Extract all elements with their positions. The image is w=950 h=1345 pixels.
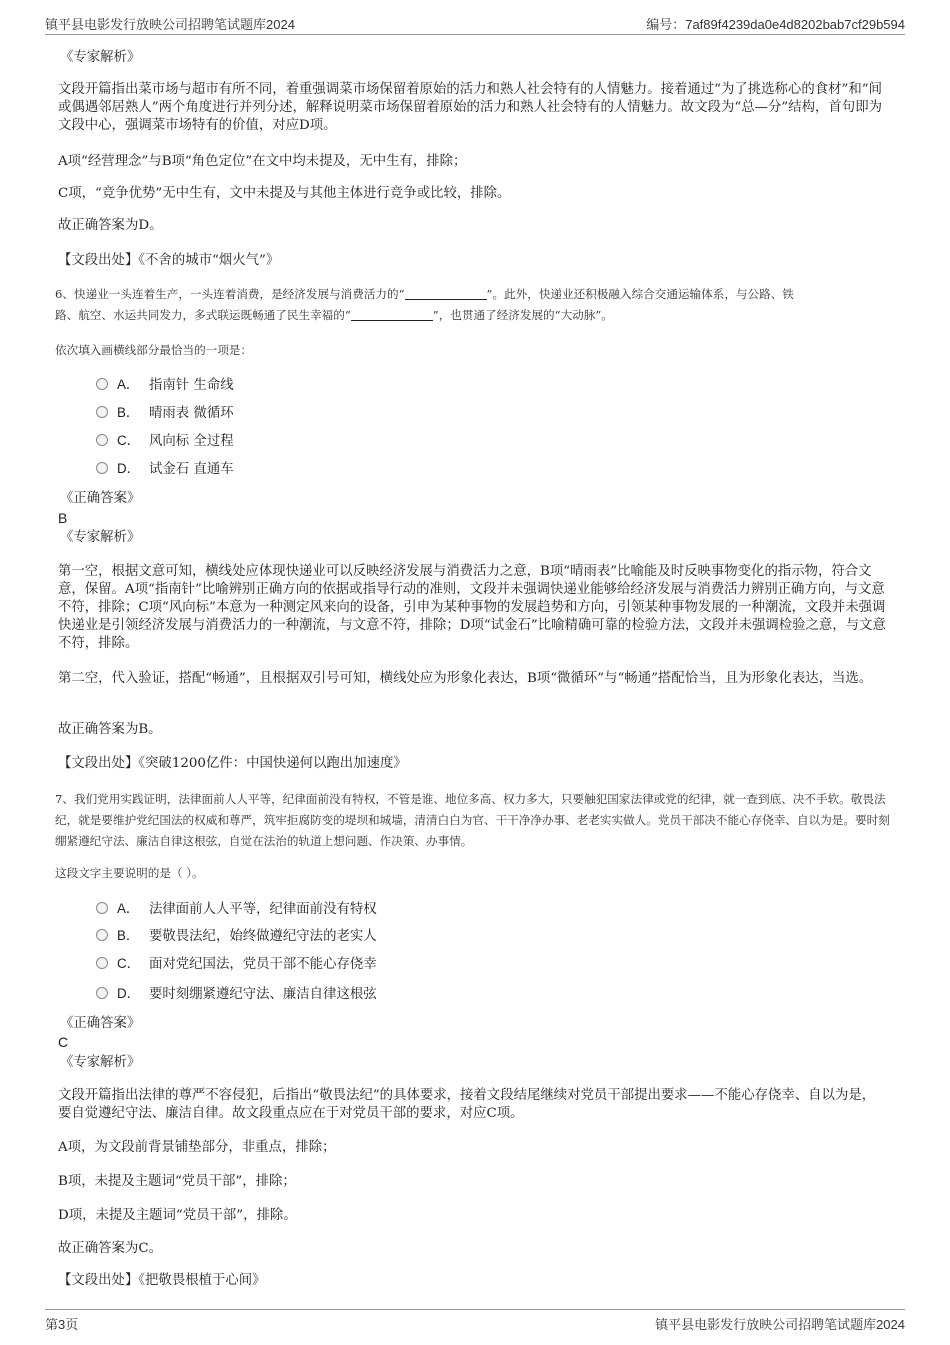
q6-blank-1 xyxy=(405,287,487,300)
q7-option-b[interactable] xyxy=(96,927,377,946)
header-title: 镇平县电影发行放映公司招聘笔试题库2024 xyxy=(45,17,295,32)
q7-option-a-letter: A． xyxy=(117,901,140,916)
page-footer xyxy=(45,1309,905,1332)
q7-option-c[interactable] xyxy=(96,955,377,974)
q6-prompt: 依次填入画横线部分最恰当的一项是： xyxy=(55,343,253,357)
q6-option-d[interactable] xyxy=(96,460,234,479)
q6-blank-2 xyxy=(351,308,433,321)
q7-option-c-letter: C． xyxy=(117,956,141,971)
q7-analysis-p1: 文段开篇指出法律的尊严不容侵犯，后指出“敬畏法纪”的具体要求，接着文段结尾继续对党员干部提出要求——不能心存侥幸、自以为是，要自觉遵纪守法、廉洁自律。故文段重点应在于对党员干部的要求，对应C项。 xyxy=(58,1088,876,1121)
q6-stem-part4: ”，也贯通了经济发展的“大动脉”。 xyxy=(432,308,613,322)
q6-option-a-letter: A． xyxy=(117,377,140,392)
q6-option-c[interactable] xyxy=(96,432,234,451)
q5-analysis-p1: 文段开篇指出菜市场与超市有所不同，着重强调菜市场保留着原始的活力和熟人社会特有的人情魅力。接着通过“为了挑选称心的食材”和“间或偶遇邻居熟人”两个角度进行并列分述，解释说明菜市场保留着原始的活力和熟人社会特有的人情魅力。故文段为“总—分”结构，首句即为文段中心，强调菜市场特有的价值，对应D项。 xyxy=(58,82,882,133)
page-header xyxy=(45,12,905,35)
q7-answer-label: 《正确答案》 xyxy=(60,1016,141,1031)
q5-analysis-p4: 故正确答案为D。 xyxy=(58,218,163,233)
q7-option-d-text: 要时刻绷紧遵纪守法、廉洁自律这根弦 xyxy=(149,987,377,1002)
q6-expert-label: 《专家解析》 xyxy=(60,530,141,545)
q5-expert-label: 《专家解析》 xyxy=(60,50,141,65)
q6-option-c-text: 风向标 全过程 xyxy=(149,434,234,449)
page-number: 第3页 xyxy=(45,1317,79,1332)
q5-source: 【文段出处】《不舍的城市“烟火气”》 xyxy=(58,253,280,268)
q5-analysis-p3: C项，“竞争优势”无中生有，文中未提及与其他主体进行竞争或比较，排除。 xyxy=(58,186,511,201)
q6-option-a-text: 指南针 生命线 xyxy=(149,378,234,393)
q6-option-d-letter: D． xyxy=(117,461,141,476)
radio-icon[interactable] xyxy=(96,902,108,914)
radio-icon[interactable] xyxy=(96,957,108,969)
q6-stem-part2: ”。此外，快递业还积极融入综合交通运输体系，与公路、铁 xyxy=(486,287,794,301)
q7-option-b-letter: B． xyxy=(117,928,140,943)
q6-stem-part3: 路、航空、水运共同发力，多式联运既畅通了民生幸福的“ xyxy=(55,308,351,322)
q7-option-d-letter: D． xyxy=(117,986,141,1001)
radio-icon[interactable] xyxy=(96,378,108,390)
q7-answer: C xyxy=(58,1034,69,1050)
q6-analysis-p1: 第一空，根据文意可知，横线处应体现快递业可以反映经济发展与消费活力之意，B项“晴雨表”比喻能及时反映事物变化的指示物，符合文意，保留。A项“指南针”比喻辨别正确方向的依据或指导行动的准则，文段并未强调快递业能够给经济发展与消费活力辨别正确方向，与文意不符，排除；C项“风向标”本意为一种测定风来向的设备，引申为某种事物的发展趋势和方向，引领某种事物发展的一种潮流，文段并未强调快递业是引领经济发展与消费活力的一种潮流，与文意不符，排除；D项“试金石”比喻精确可靠的检验方法，文段并未强调检验之意，与文意不符，排除。 xyxy=(58,564,886,651)
q6-source: 【文段出处】《突破1200亿件：中国快递何以跑出加速度》 xyxy=(58,756,407,771)
radio-icon[interactable] xyxy=(96,406,108,418)
q7-stem: 7、我们党用实践证明，法律面前人人平等，纪律面前没有特权，不管是谁、地位多高、权力多大，只要触犯国家法律或党的纪律，就一查到底、决不手软。敬畏法纪，就是要维护党纪国法的权威和尊严，筑牢拒腐防变的堤坝和城墙，清清白白为官、干干净净办事、老老实实做人。党员干部决不能心存侥幸、自以为是。要时刻绷紧遵纪守法、廉洁自律这根弦，自觉在法治的轨道上想问题、作决策、办事情。 xyxy=(55,792,890,848)
q5-analysis-p2: A项“经营理念”与B项“角色定位”在文中均未提及，无中生有，排除； xyxy=(58,154,467,169)
q6-analysis-p3: 故正确答案为B。 xyxy=(58,722,162,737)
q7-prompt: 这段文字主要说明的是（ ）。 xyxy=(55,866,204,880)
q7-option-c-text: 面对党纪国法，党员干部不能心存侥幸 xyxy=(149,957,377,972)
q6-stem xyxy=(55,284,900,326)
q7-option-a[interactable] xyxy=(96,900,377,919)
q7-source: 【文段出处】《把敬畏根植于心间》 xyxy=(58,1273,266,1288)
q6-option-d-text: 试金石 直通车 xyxy=(149,462,234,477)
radio-icon[interactable] xyxy=(96,929,108,941)
q6-answer-label: 《正确答案》 xyxy=(60,491,141,506)
q7-analysis-p4: D项，未提及主题词“党员干部”，排除。 xyxy=(58,1208,297,1223)
radio-icon[interactable] xyxy=(96,434,108,446)
q7-option-d[interactable] xyxy=(96,985,377,1004)
footer-title: 镇平县电影发行放映公司招聘笔试题库2024 xyxy=(655,1317,905,1332)
q6-option-a[interactable] xyxy=(96,376,234,395)
q6-answer: B xyxy=(58,510,68,526)
radio-icon[interactable] xyxy=(96,987,108,999)
q6-option-c-letter: C． xyxy=(117,433,141,448)
q6-option-b[interactable] xyxy=(96,404,234,423)
q7-analysis-p2: A项，为文段前背景铺垫部分，非重点，排除； xyxy=(58,1140,336,1155)
q7-analysis-p5: 故正确答案为C。 xyxy=(58,1241,162,1256)
q6-stem-part1: 6、快递业一头连着生产，一头连着消费，是经济发展与消费活力的“ xyxy=(55,287,405,301)
q6-option-b-letter: B． xyxy=(117,405,140,420)
q7-option-b-text: 要敬畏法纪，始终做遵纪守法的老实人 xyxy=(149,929,377,944)
q6-analysis-p2: 第二空，代入验证，搭配“畅通”，且根据双引号可知，横线处应为形象化表达，B项“微循环”与“畅通”搭配恰当，且为形象化表达，当选。 xyxy=(58,671,873,686)
radio-icon[interactable] xyxy=(96,462,108,474)
q6-option-b-text: 晴雨表 微循环 xyxy=(149,406,234,421)
header-serial-number: 编号：7af89f4239da0e4d8202bab7cf29b594 xyxy=(646,17,905,32)
q7-expert-label: 《专家解析》 xyxy=(60,1055,141,1070)
q7-analysis-p3: B项，未提及主题词“党员干部”，排除； xyxy=(58,1174,296,1189)
q7-option-a-text: 法律面前人人平等，纪律面前没有特权 xyxy=(149,902,377,917)
